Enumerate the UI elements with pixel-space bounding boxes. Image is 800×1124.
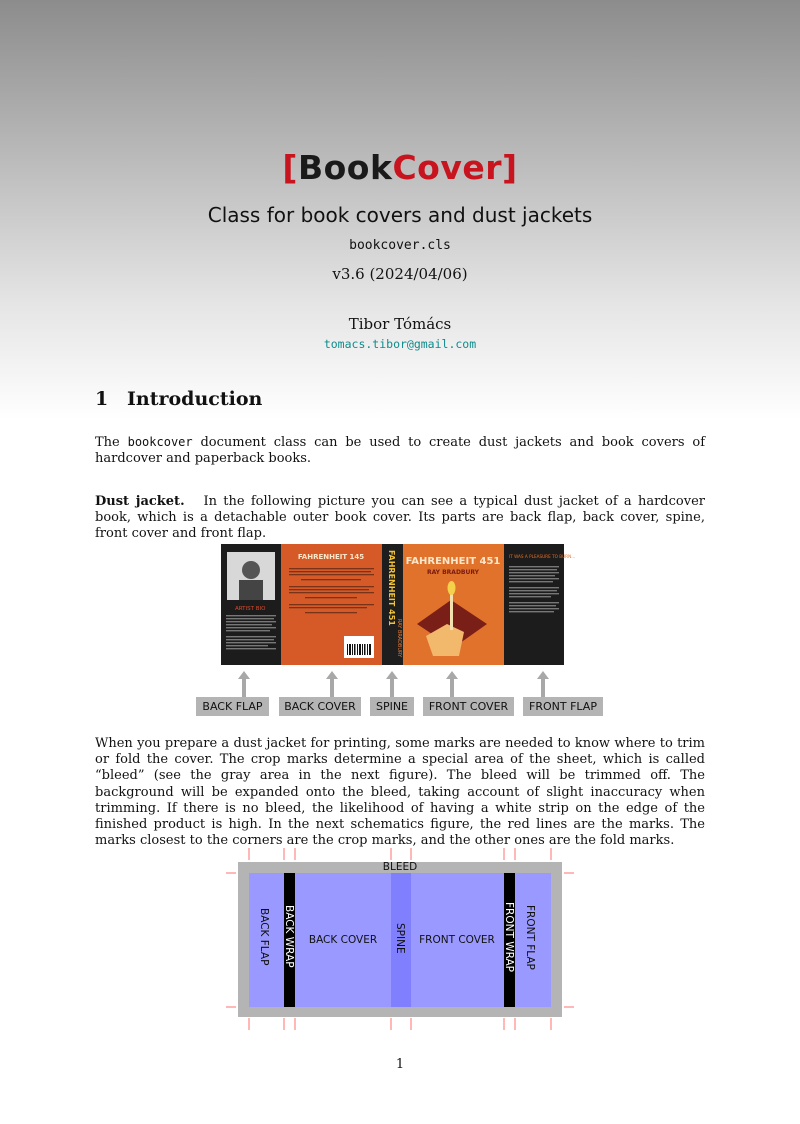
- dust-jacket-heading: Dust jacket.: [95, 494, 185, 509]
- logo-book: Book: [297, 148, 393, 187]
- schematic-front-wrap-label: FRONT WRAP: [503, 902, 515, 972]
- page-number: 1: [395, 1057, 405, 1072]
- artist-bio-label: ARTIST BIO: [235, 606, 266, 612]
- label-front-flap: FRONT FLAP: [523, 697, 603, 716]
- match-stick: [450, 592, 453, 630]
- label-back-flap: BACK FLAP: [196, 697, 269, 716]
- bookcover-logo: [0, 148, 800, 187]
- back-cover-title: FAHRENHEIT 145: [297, 553, 365, 561]
- front-cover-author: RAY BRADBURY: [426, 569, 480, 576]
- front-flap-heading: IT WAS A PLEASURE TO BURN...: [509, 554, 576, 559]
- arrow-back-flap: [238, 671, 250, 697]
- bleed-label: BLEED: [382, 861, 418, 873]
- schematic-front-flap-label: FRONT FLAP: [524, 905, 536, 970]
- bleed-paragraph: When you prepare a dust jacket for printing, some marks are needed to know where to trim or fold the cover. The crop marks determine a special area of the sheet, which is called “bleed” (see the gray area in the next figure). The bleed will be trimmed off. The background will be expanded onto the bleed, taking account of slight inaccuracy when trimming. If there is no bleed, the likelihood of having a white strip on the edge of the finished product is high. In the next schematics figure, the red lines are the marks. The marks closest to the corners are the crop marks, and the other ones are the fold marks.: [95, 736, 705, 849]
- arrow-spine: [386, 671, 398, 697]
- label-back-cover: BACK COVER: [279, 697, 361, 716]
- schematic-spine-label: SPINE: [394, 923, 406, 954]
- match-flame: [448, 581, 456, 595]
- logo-cover: Cover: [392, 148, 502, 187]
- label-spine: SPINE: [370, 697, 414, 716]
- schematic-back-flap-label: BACK FLAP: [258, 908, 270, 966]
- author-name: Tibor Tómács: [348, 315, 452, 333]
- section-title: Introduction: [127, 388, 263, 410]
- document-subtitle: Class for book covers and dust jackets: [207, 203, 593, 227]
- logo-bracket-open: [: [282, 148, 298, 187]
- section-number: 1: [95, 388, 109, 410]
- intro-paragraph: [95, 434, 705, 467]
- dust-jacket-text: In the following picture you can see a typical dust jacket of a hardcover book, which is a detachable outer book cover. Its parts are back flap, back cover, spine, front cover and front flap.: [95, 494, 705, 542]
- author-photo-body: [239, 580, 263, 600]
- dust-jacket-illustration: [221, 544, 576, 665]
- jacket-front-flap-panel: [504, 544, 564, 665]
- spine-author: RAY BRADBURY: [396, 619, 402, 658]
- version-date: v3.6 (2024/04/06): [332, 265, 468, 283]
- schematic-back-cover-label: BACK COVER: [308, 934, 378, 946]
- arrow-front-cover: [446, 671, 458, 697]
- barcode-bars: [347, 644, 371, 655]
- front-cover-title: FAHRENHEIT 451: [405, 556, 501, 567]
- intro-text-pre: The: [95, 435, 128, 450]
- spine-title: FAHRENHEIT 451: [387, 550, 396, 626]
- logo-bracket-close: ]: [502, 148, 518, 187]
- jacket-label-arrows: [200, 665, 600, 699]
- class-filename: bookcover.cls: [349, 238, 451, 253]
- intro-text-post: document class can be used to create dust jackets and book covers of hardcover and paperback books.: [95, 435, 706, 467]
- dust-jacket-paragraph: [95, 494, 705, 543]
- author-email-link[interactable]: tomacs.tibor@gmail.com: [323, 337, 477, 351]
- arrow-back-cover: [326, 671, 338, 697]
- jacket-schematic: [226, 848, 574, 1030]
- schematic-back-wrap-label: BACK WRAP: [283, 905, 295, 968]
- arrow-front-flap: [537, 671, 549, 697]
- label-front-cover: FRONT COVER: [423, 697, 514, 716]
- section-heading: [95, 388, 262, 410]
- author-photo-head: [242, 561, 260, 579]
- intro-code: bookcover: [127, 435, 193, 449]
- schematic-front-cover-label: FRONT COVER: [419, 934, 495, 946]
